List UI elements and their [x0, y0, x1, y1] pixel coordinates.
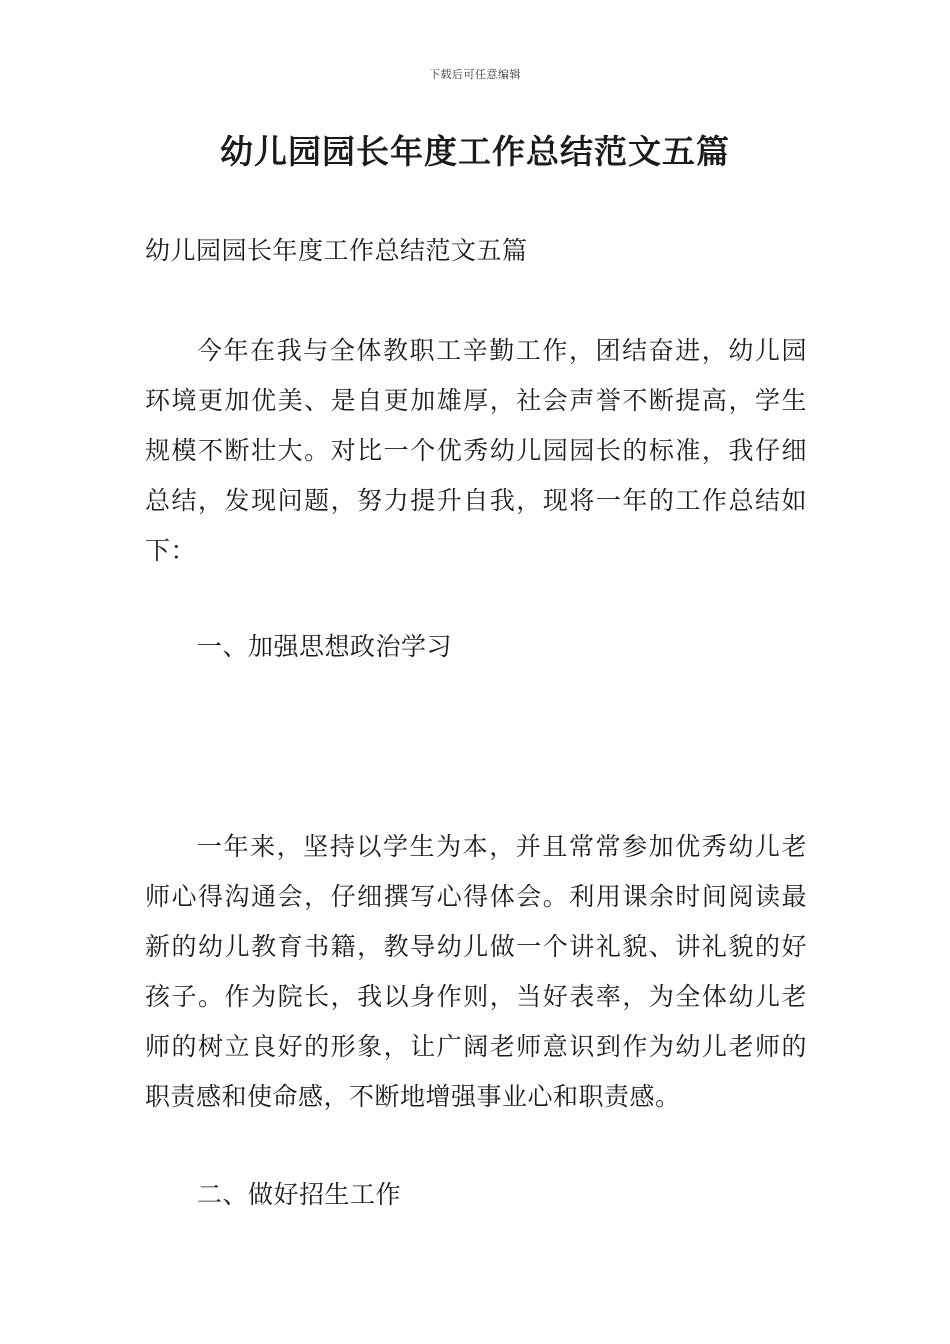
section-heading-2: 二、做好招生工作	[197, 1180, 402, 1209]
intro-paragraph: 今年在我与全体教职工辛勤工作，团结奋进，幼儿园环境更加优美、是自更加雄厚，社会声誉不断提高，学生规模不断壮大。对比一个优秀幼儿园园长的标准，我仔细总结，发现问题，努力提升自我，现将一年的工作总结如下：	[145, 336, 807, 565]
document-subtitle: 幼儿园园长年度工作总结范文五篇	[145, 236, 528, 265]
header-note: 下载后可任意编辑	[429, 68, 521, 81]
document-title: 幼儿园园长年度工作总结范文五篇	[220, 132, 730, 171]
section-1-paragraph: 一年来，坚持以学生为本，并且常常参加优秀幼儿老师心得沟通会，仔细撰写心得体会。利用课余时间阅读最新的幼儿教育书籍，教导幼儿做一个讲礼貌、讲礼貌的好孩子。作为院长，我以身作则，当好表率，为全体幼儿老师的树立良好的形象，让广阔老师意识到作为幼儿老师的职责感和使命感，不断地增强事业心和职责感。	[145, 832, 807, 1111]
section-heading-1: 一、加强思想政治学习	[197, 632, 453, 661]
